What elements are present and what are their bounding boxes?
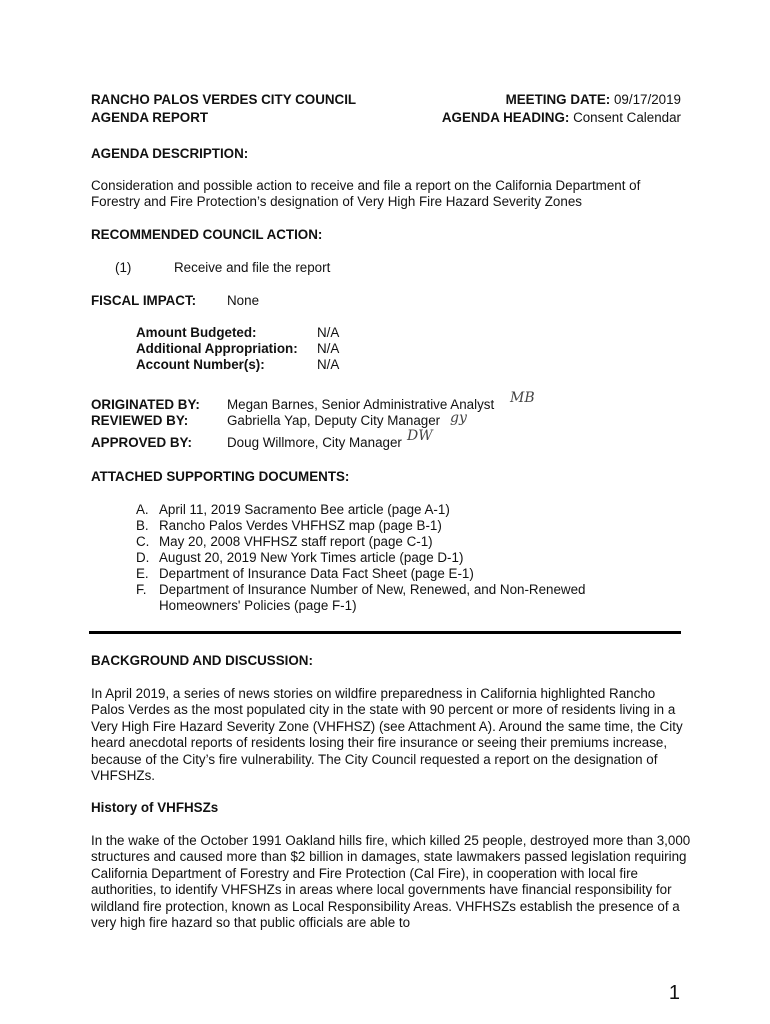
attachment-item	[136, 566, 474, 582]
approved-initials-signature: DW	[407, 428, 433, 444]
attachment-letter: B.	[136, 518, 149, 533]
report-title: AGENDA REPORT	[91, 110, 209, 125]
page-number: 1	[668, 982, 680, 1004]
attachment-item	[136, 534, 433, 550]
agenda-heading-value: Consent Calendar	[573, 110, 681, 125]
recommended-action-heading: RECOMMENDED COUNCIL ACTION:	[91, 227, 323, 242]
section-divider	[89, 631, 681, 634]
attachment-item	[136, 502, 450, 518]
attachment-text: Rancho Palos Verdes VHFHSZ map (page B-1)	[159, 518, 442, 533]
originated-initials-signature: MB	[510, 390, 535, 406]
attachment-letter: A.	[136, 502, 149, 517]
reviewed-by-value: Gabriella Yap, Deputy City Manager	[227, 413, 441, 428]
background-heading: BACKGROUND AND DISCUSSION:	[91, 653, 313, 668]
background-paragraph: In April 2019, a series of news stories on wildfire preparedness in California highlighted Rancho Palos Verdes as the most populated city in the state with 90 percent or more of residents living in a Very High Fire Hazard Severity Zone (VHFHSZ) (see Attachment A). Around the same time, the City heard anecdotal reports of residents losing their fire insurance or seeing their premiums increase, because of the City’s fire vulnerability. The City Council requested a report on the designation of VHFSHZs.	[91, 686, 683, 784]
attachment-item	[136, 550, 463, 566]
attachment-letter: F.	[136, 582, 147, 597]
attachment-letter: D.	[136, 550, 150, 565]
action-item-number: (1)	[115, 260, 132, 275]
attachments-heading: ATTACHED SUPPORTING DOCUMENTS:	[91, 469, 350, 484]
fiscal-impact-value: None	[227, 293, 260, 308]
attachment-item	[136, 582, 586, 598]
meeting-date	[506, 92, 681, 108]
originated-by-label: ORIGINATED BY:	[91, 397, 200, 412]
meeting-date-label: MEETING DATE:	[505, 92, 611, 107]
reviewed-initials-signature: gy	[450, 410, 467, 426]
approved-by-value: Doug Willmore, City Manager	[227, 435, 402, 450]
amount-budgeted-label: Amount Budgeted:	[136, 325, 257, 340]
attachment-text: August 20, 2019 New York Times article (page D-1)	[159, 550, 464, 565]
amount-budgeted-value: N/A	[317, 325, 340, 340]
attachment-letter: C.	[136, 534, 150, 549]
council-title: RANCHO PALOS VERDES CITY COUNCIL	[91, 92, 357, 107]
attachment-text: Department of Insurance Number of New, Renewed, and Non-Renewed	[159, 582, 586, 597]
history-heading: History of VHFHSZs	[91, 800, 219, 815]
reviewed-by-label: REVIEWED BY:	[91, 413, 189, 428]
attachment-text: Department of Insurance Data Fact Sheet (page E-1)	[159, 566, 474, 581]
fiscal-impact-label: FISCAL IMPACT:	[91, 293, 197, 308]
account-numbers-value: N/A	[317, 357, 340, 372]
agenda-description-text: Consideration and possible action to receive and file a report on the California Department of Forestry and Fire Protection’s designation of Very High Fire Hazard Severity Zones	[91, 178, 641, 210]
originated-by-value: Megan Barnes, Senior Administrative Analyst	[227, 397, 495, 412]
attachment-text: May 20, 2008 VHFHSZ staff report (page C-1)	[159, 534, 433, 549]
attachment-text: April 11, 2019 Sacramento Bee article (page A-1)	[159, 502, 450, 517]
attachment-item-continuation: Homeowners' Policies (page F-1)	[159, 598, 357, 613]
history-paragraph: In the wake of the October 1991 Oakland hills fire, which killed 25 people, destroyed more than 3,000 structures and caused more than $2 billion in damages, state lawmakers passed legislation requiring California Department of Forestry and Fire Protection (Cal Fire), in cooperation with local fire authorities, to identify VHFSHZs in areas where local governments have financial responsibility for wildland fire protection, known as Local Responsibility Areas. VHFHSZs establish the presence of a very high fire hazard so that public officials are able to	[91, 833, 691, 931]
account-numbers-label: Account Number(s):	[136, 357, 265, 372]
additional-appropriation-label: Additional Appropriation:	[136, 341, 298, 356]
additional-appropriation-value: N/A	[317, 341, 340, 356]
attachment-letter: E.	[136, 566, 149, 581]
agenda-heading	[442, 110, 681, 126]
agenda-heading-label: AGENDA HEADING:	[441, 110, 570, 125]
approved-by-label: APPROVED BY:	[91, 435, 192, 450]
agenda-description-heading: AGENDA DESCRIPTION:	[91, 146, 249, 161]
action-item-text: Receive and file the report	[174, 260, 331, 275]
attachment-item	[136, 518, 442, 534]
meeting-date-value: 09/17/2019	[613, 92, 681, 107]
